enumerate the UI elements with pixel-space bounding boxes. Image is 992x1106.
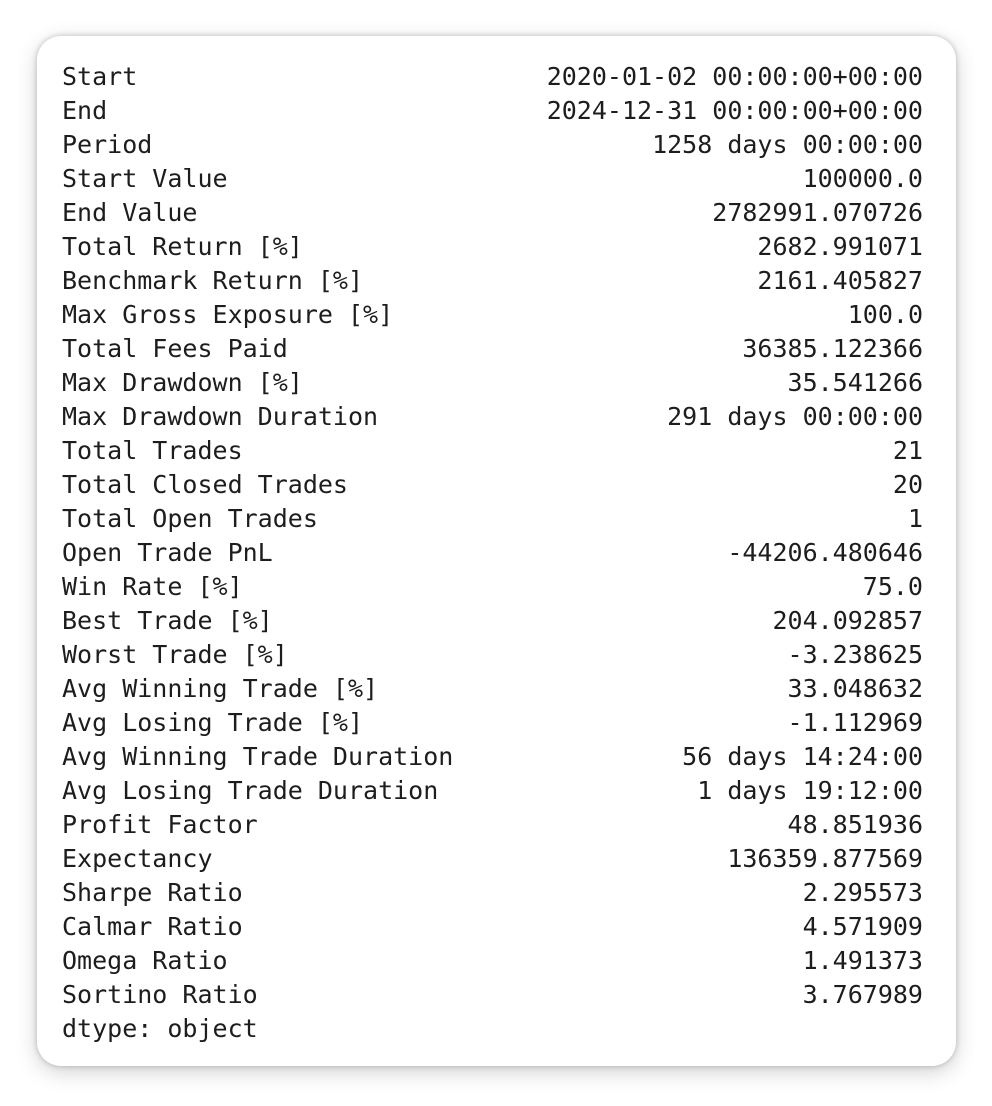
stat-value: -1.112969 bbox=[787, 708, 923, 737]
stats-list bbox=[62, 60, 923, 1012]
stat-value: 4.571909 bbox=[802, 912, 923, 941]
stat-row bbox=[62, 400, 923, 434]
stat-row bbox=[62, 876, 923, 910]
dtype-footer: dtype: object bbox=[62, 1014, 258, 1043]
stat-row bbox=[62, 808, 923, 842]
stat-label: Period bbox=[62, 130, 153, 159]
stat-label: Expectancy bbox=[62, 844, 213, 873]
stat-value: 1258 days 00:00:00 bbox=[652, 130, 923, 159]
stat-label: Max Drawdown [%] bbox=[62, 368, 303, 397]
stat-value: 2161.405827 bbox=[757, 266, 923, 295]
stat-row bbox=[62, 502, 923, 536]
stat-label: Avg Losing Trade [%] bbox=[62, 708, 364, 737]
stat-row bbox=[62, 162, 923, 196]
stat-label: Open Trade PnL bbox=[62, 538, 273, 567]
stat-label: Start bbox=[62, 62, 138, 91]
stat-value: 291 days 00:00:00 bbox=[667, 402, 923, 431]
stat-label: Sharpe Ratio bbox=[62, 878, 243, 907]
stat-value: 21 bbox=[892, 436, 923, 465]
stat-row bbox=[62, 264, 923, 298]
stat-row bbox=[62, 672, 923, 706]
stat-label: End bbox=[62, 96, 108, 125]
stat-value: -44206.480646 bbox=[727, 538, 923, 567]
stat-row bbox=[62, 332, 923, 366]
stat-row bbox=[62, 604, 923, 638]
stat-label: Avg Winning Trade [%] bbox=[62, 674, 379, 703]
stat-label: Avg Winning Trade Duration bbox=[62, 742, 454, 771]
stat-value: 48.851936 bbox=[787, 810, 923, 839]
stat-label: Max Gross Exposure [%] bbox=[62, 300, 394, 329]
stat-label: Benchmark Return [%] bbox=[62, 266, 364, 295]
stat-row bbox=[62, 910, 923, 944]
stat-row bbox=[62, 196, 923, 230]
stat-label: Total Trades bbox=[62, 436, 243, 465]
stat-label: Total Closed Trades bbox=[62, 470, 348, 499]
stat-label: Win Rate [%] bbox=[62, 572, 243, 601]
stat-label: Omega Ratio bbox=[62, 946, 228, 975]
stat-label: Best Trade [%] bbox=[62, 606, 273, 635]
stat-label: Calmar Ratio bbox=[62, 912, 243, 941]
stat-value: 1.491373 bbox=[802, 946, 923, 975]
stat-label: Avg Losing Trade Duration bbox=[62, 776, 439, 805]
stat-value: 136359.877569 bbox=[727, 844, 923, 873]
stat-row bbox=[62, 60, 923, 94]
stat-value: 1 days 19:12:00 bbox=[697, 776, 923, 805]
stat-value: 2020-01-02 00:00:00+00:00 bbox=[546, 62, 923, 91]
stat-row bbox=[62, 740, 923, 774]
stat-row bbox=[62, 366, 923, 400]
stat-value: 3.767989 bbox=[802, 980, 923, 1009]
output-window bbox=[37, 36, 956, 1066]
stat-row bbox=[62, 298, 923, 332]
stat-row bbox=[62, 706, 923, 740]
stat-value: 56 days 14:24:00 bbox=[682, 742, 923, 771]
stat-label: Max Drawdown Duration bbox=[62, 402, 379, 431]
stat-value: 36385.122366 bbox=[742, 334, 923, 363]
stat-label: Worst Trade [%] bbox=[62, 640, 288, 669]
stat-label: Total Return [%] bbox=[62, 232, 303, 261]
stat-row bbox=[62, 434, 923, 468]
stat-label: Total Fees Paid bbox=[62, 334, 288, 363]
stat-value: 204.092857 bbox=[772, 606, 923, 635]
stat-row bbox=[62, 468, 923, 502]
stat-value: 2024-12-31 00:00:00+00:00 bbox=[546, 96, 923, 125]
stat-row bbox=[62, 978, 923, 1012]
stat-row bbox=[62, 638, 923, 672]
stat-row bbox=[62, 570, 923, 604]
stat-label: Start Value bbox=[62, 164, 228, 193]
stat-row bbox=[62, 774, 923, 808]
stat-value: -3.238625 bbox=[787, 640, 923, 669]
stat-row bbox=[62, 94, 923, 128]
stat-row bbox=[62, 842, 923, 876]
stat-value: 35.541266 bbox=[787, 368, 923, 397]
stat-row bbox=[62, 944, 923, 978]
stat-value: 2782991.070726 bbox=[712, 198, 923, 227]
stat-value: 1 bbox=[907, 504, 923, 533]
stat-row bbox=[62, 230, 923, 264]
stat-value: 2682.991071 bbox=[757, 232, 923, 261]
stat-row bbox=[62, 128, 923, 162]
stat-label: Total Open Trades bbox=[62, 504, 318, 533]
stat-label: Sortino Ratio bbox=[62, 980, 258, 1009]
stat-row bbox=[62, 536, 923, 570]
stat-value: 33.048632 bbox=[787, 674, 923, 703]
stat-value: 20 bbox=[892, 470, 923, 499]
stat-value: 100.0 bbox=[847, 300, 923, 329]
stat-value: 2.295573 bbox=[802, 878, 923, 907]
stat-label: End Value bbox=[62, 198, 198, 227]
stat-value: 100000.0 bbox=[802, 164, 923, 193]
stat-value: 75.0 bbox=[862, 572, 923, 601]
stat-label: Profit Factor bbox=[62, 810, 258, 839]
